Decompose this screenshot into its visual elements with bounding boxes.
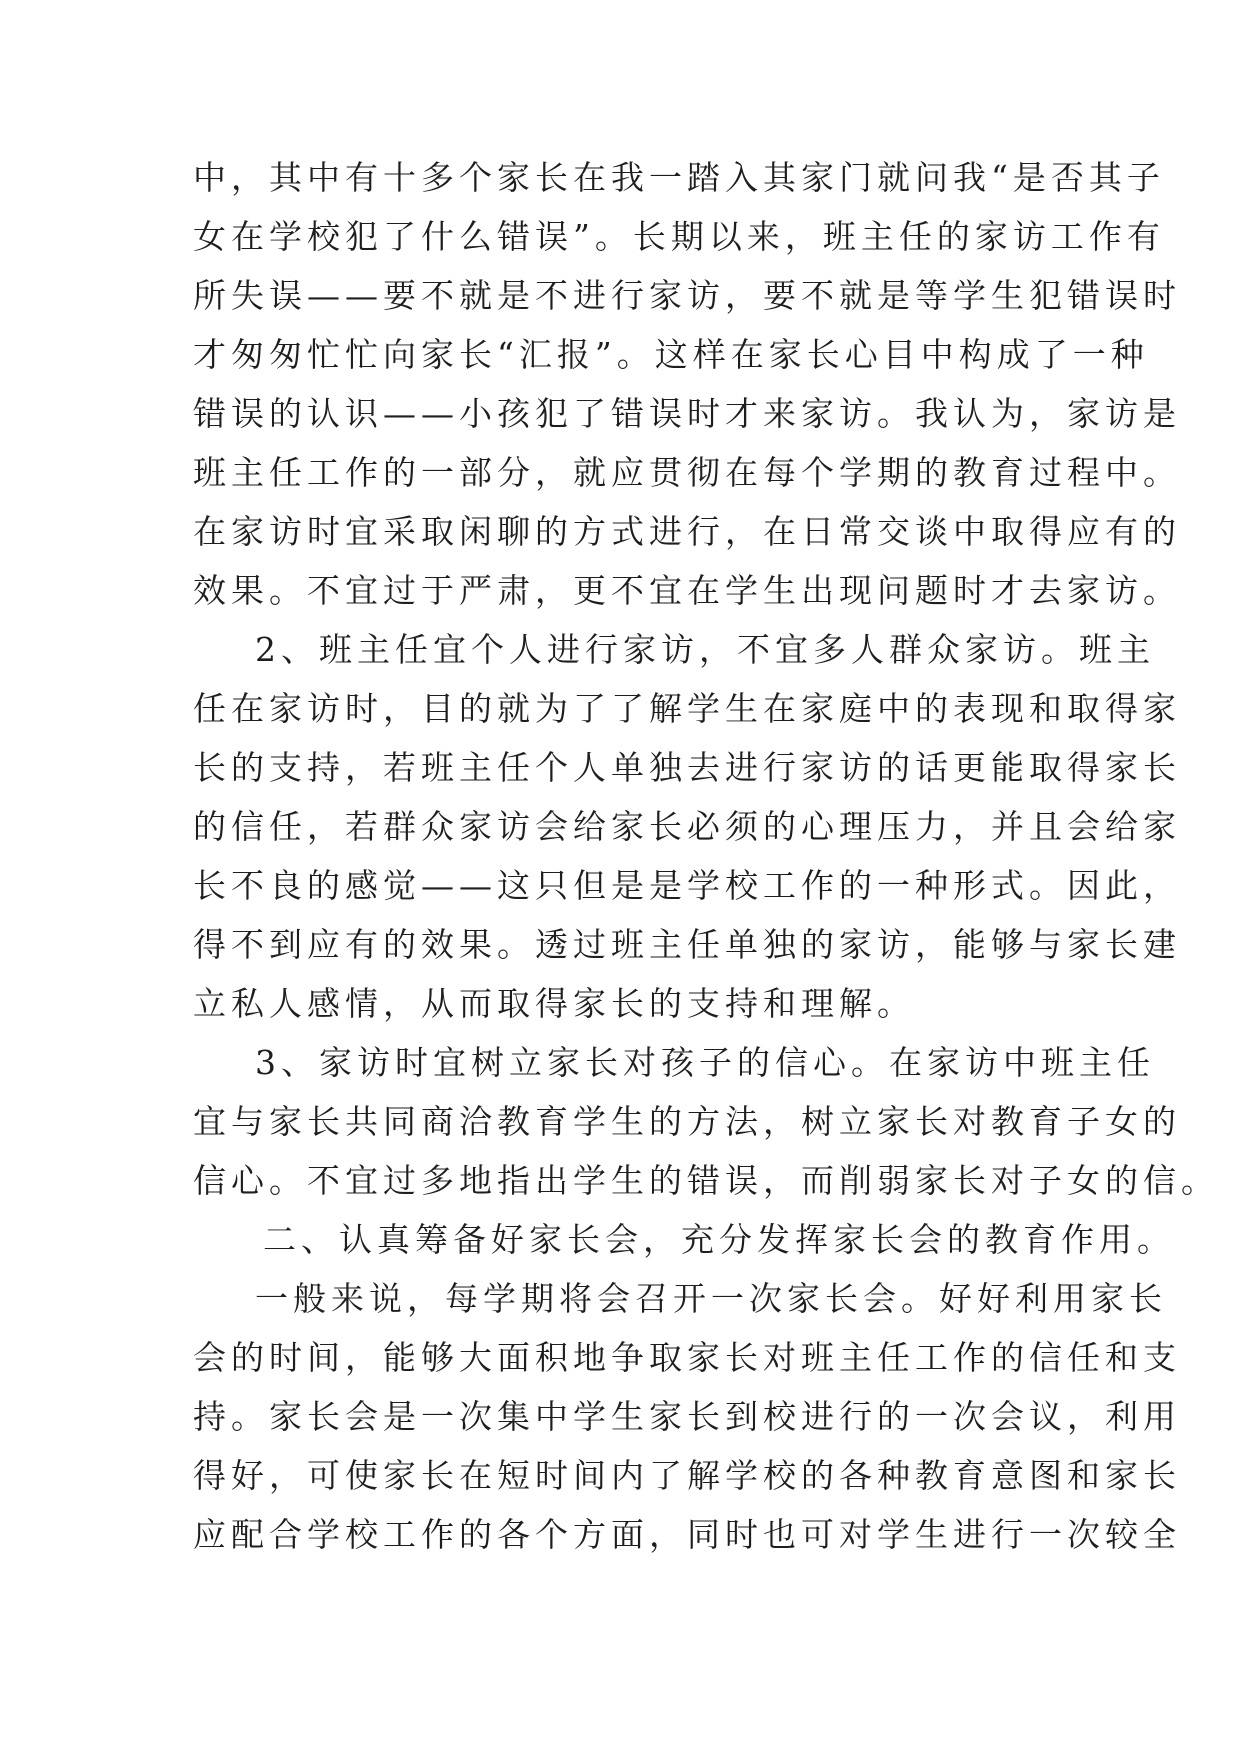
text-line: 立私人感情，从而取得家长的支持和理解。 (193, 984, 915, 1023)
text-line: 女在学校犯了什么错误”。长期以来，班主任的家访工作有 (193, 217, 1165, 256)
body-text (193, 148, 1219, 1564)
text-line: 得好，可使家长在短时间内了解学校的各种教育意图和家长 (193, 1456, 1181, 1495)
paragraph-start-line: 一般来说，每学期将会召开一次家长会。好好利用家长 (255, 1279, 1167, 1318)
text-line: 持。家长会是一次集中学生家长到校进行的一次会议，利用 (193, 1397, 1181, 1436)
text-line: 信心。不宜过多地指出学生的错误，而削弱家长对子女的信。 (193, 1161, 1219, 1200)
text-line: 的信任，若群众家访会给家长必须的心理压力，并且会给家 (193, 807, 1181, 846)
text-line: 应配合学校工作的各个方面，同时也可对学生进行一次较全 (193, 1515, 1181, 1554)
paragraph-start-line: 3、家访时宜树立家长对孩子的信心。在家访中班主任 (255, 1043, 1155, 1082)
text-line: 长不良的感觉——这只但是是学校工作的一种形式。因此， (193, 866, 1181, 905)
text-line: 中，其中有十多个家长在我一踏入其家门就问我“是否其子 (193, 158, 1165, 197)
text-line: 宜与家长共同商洽教育学生的方法，树立家长对教育子女的 (193, 1102, 1181, 1141)
text-line: 会的时间，能够大面积地争取家长对班主任工作的信任和支 (193, 1338, 1181, 1377)
text-line: 在家访时宜采取闲聊的方式进行，在日常交谈中取得应有的 (193, 512, 1181, 551)
text-line: 得不到应有的效果。透过班主任单独的家访，能够与家长建 (193, 925, 1181, 964)
text-line: 长的支持，若班主任个人单独去进行家访的话更能取得家长 (193, 748, 1181, 787)
text-line: 班主任工作的一部分，就应贯彻在每个学期的教育过程中。 (193, 453, 1181, 492)
text-line: 效果。不宜过于严肃，更不宜在学生出现问题时才去家访。 (193, 571, 1181, 610)
section-heading: 二、认真筹备好家长会，充分发挥家长会的教育作用。 (263, 1220, 1175, 1259)
paragraph-start-line: 2、班主任宜个人进行家访，不宜多人群众家访。班主 (255, 630, 1155, 669)
text-line: 任在家访时，目的就为了了解学生在家庭中的表现和取得家 (193, 689, 1181, 728)
text-line: 错误的认识——小孩犯了错误时才来家访。我认为，家访是 (193, 394, 1181, 433)
text-line: 才匆匆忙忙向家长“汇报”。这样在家长心目中构成了一种 (193, 335, 1149, 374)
text-line: 所失误——要不就是不进行家访，要不就是等学生犯错误时 (193, 276, 1181, 315)
